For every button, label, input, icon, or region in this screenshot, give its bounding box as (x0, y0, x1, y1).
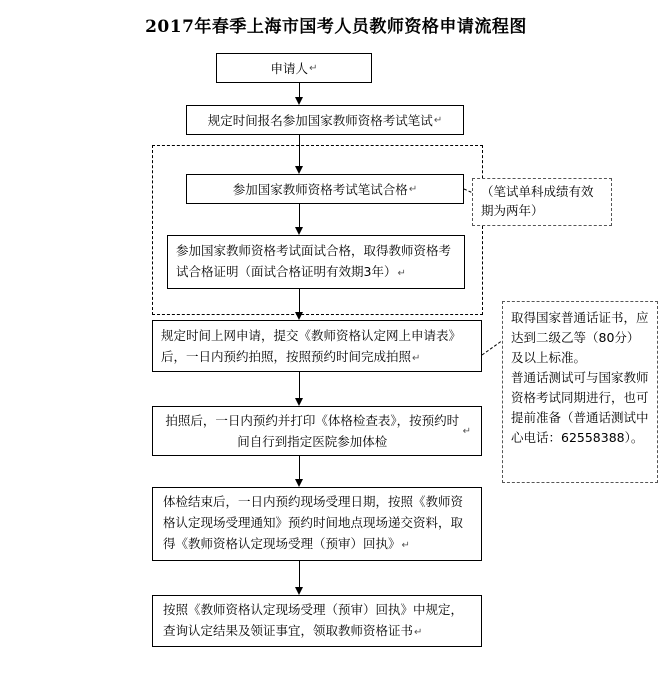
step-collect-certificate: 按照《教师资格认定现场受理（预审）回执》中规定，查询认定结果及领证事宜，领取教师资格证书↵ (152, 595, 482, 647)
step-applicant-text: 申请人 (270, 60, 309, 76)
page-title: 2017年春季上海市国考人员教师资格申请流程图 (145, 17, 527, 37)
callout-line-mandarin (482, 340, 503, 355)
step-pass-interview-text: 参加国家教师资格考试面试合格，取得教师资格考试合格证明（面试合格证明有效期3年） (176, 243, 452, 279)
note-written-exam-validity (472, 178, 612, 226)
step-collect-certificate-text: 按照《教师资格认定现场受理（预审）回执》中规定，查询认定结果及领证事宜，领取教师资格证书 (163, 602, 464, 638)
step-physical-exam: 拍照后，一日内预约并打印《体格检查表》，按预约时间自行到指定医院参加体检 ↵ (152, 406, 482, 456)
note-mandarin-level: 取得国家普通话证书，应达到二级乙等（80分）及以上标准。 (511, 310, 649, 365)
step-register-written-exam: 规定时间报名参加国家教师资格考试笔试 ↵ (186, 105, 464, 135)
step-pass-written-exam: 参加国家教师资格考试笔试合格 ↵ (186, 174, 464, 204)
note-written-exam-validity-text: （笔试单科成绩有效期为两年） (481, 184, 594, 218)
note-mandarin-test: 普通话测试可与国家教师资格考试同期进行，也可提前准备（普通话测试中心电话：62558388）。 (511, 370, 649, 445)
step-onsite-submission-text: 体检结束后，一日内预约现场受理日期，按照《教师资格认定现场受理通知》预约时间地点现场递交资料，取得《教师资格认定现场受理（预审）回执》 (163, 494, 464, 551)
step-register-written-exam-text: 规定时间报名参加国家教师资格考试笔试 (207, 112, 433, 128)
step-applicant: 申请人 ↵ (216, 53, 372, 83)
step-online-application: 规定时间上网申请，提交《教师资格认定网上申请表》后，一日内预约拍照，按照预约时间完成拍照↵ (152, 320, 482, 372)
step-pass-interview: 参加国家教师资格考试面试合格，取得教师资格考试合格证明（面试合格证明有效期3年）↵ (167, 235, 465, 289)
step-physical-exam-text: 拍照后，一日内预约并打印《体格检查表》，按预约时间自行到指定医院参加体检 (165, 413, 460, 449)
step-pass-written-exam-text: 参加国家教师资格考试笔试合格 (232, 181, 408, 197)
note-mandarin-requirement (502, 301, 658, 483)
step-online-application-text: 规定时间上网申请，提交《教师资格认定网上申请表》后，一日内预约拍照，按照预约时间完成拍照 (161, 328, 462, 364)
step-onsite-submission: 体检结束后，一日内预约现场受理日期，按照《教师资格认定现场受理通知》预约时间地点现场递交资料，取得《教师资格认定现场受理（预审）回执》↵ (152, 487, 482, 561)
